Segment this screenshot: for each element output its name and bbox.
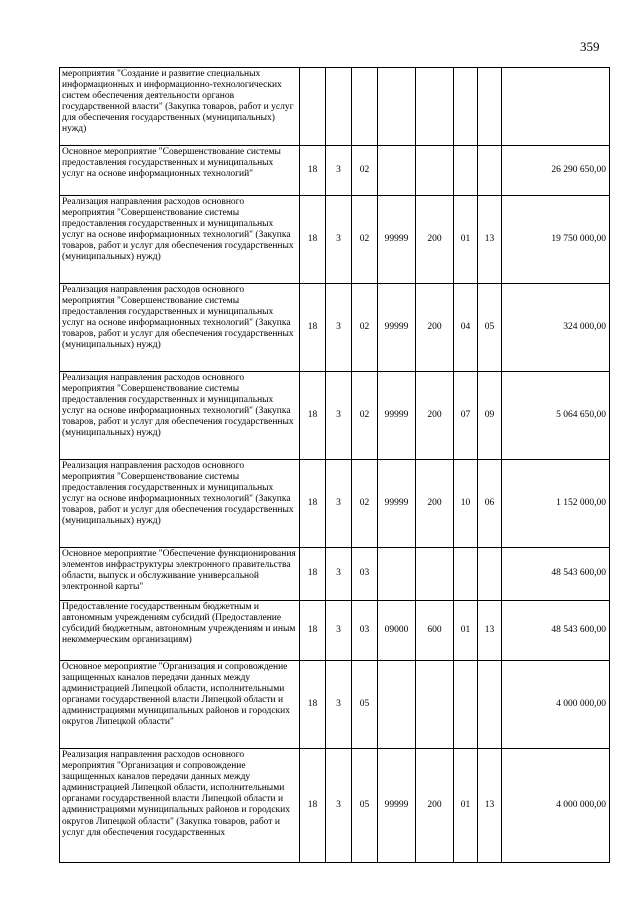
cell-code-3: 02 — [352, 146, 378, 196]
cell-code-5: 600 — [416, 601, 454, 661]
cell-code-4 — [378, 146, 416, 196]
row-description: Основное мероприятие "Совершенствование системы предоставления государственных и муниципальных услуг на основе информационных технологий" — [60, 146, 300, 196]
cell-code-4 — [378, 661, 416, 749]
cell-code-3: 03 — [352, 601, 378, 661]
cell-code-2: 3 — [326, 749, 352, 863]
cell-code-7 — [478, 661, 502, 749]
table-body — [60, 68, 610, 863]
table-row — [60, 196, 610, 284]
row-description: Основное мероприятие "Обеспечение функционирования элементов инфраструктуры электронного правительства области, выпуск и обслуживание универсальной электронной карты" — [60, 548, 300, 601]
cell-code-5: 200 — [416, 196, 454, 284]
cell-code-5: 200 — [416, 284, 454, 372]
row-description: мероприятия "Создание и развитие специальных информационных и информационно-технологических систем обеспечения деятельности органов государственной власти" (Закупка товаров, работ и услуг для обеспечения государственных (муниципальных) нужд) — [60, 68, 300, 146]
cell-code-2: 3 — [326, 196, 352, 284]
cell-code-2: 3 — [326, 661, 352, 749]
cell-code-1: 18 — [300, 196, 326, 284]
cell-code-6 — [454, 68, 478, 146]
cell-code-6: 04 — [454, 284, 478, 372]
table-row — [60, 661, 610, 749]
cell-code-4: 99999 — [378, 284, 416, 372]
cell-code-1: 18 — [300, 284, 326, 372]
row-amount: 19 750 000,00 — [502, 196, 610, 284]
cell-code-5 — [416, 548, 454, 601]
cell-code-2: 3 — [326, 146, 352, 196]
row-description: Основное мероприятие "Организация и сопровождение защищенных каналов передачи данных между администрацией Липецкой области, исполнительными органами государственной власти Липецкой области и администрациями муниципальных районов и городских округов Липецкой области" — [60, 661, 300, 749]
cell-code-3 — [352, 68, 378, 146]
cell-code-1: 18 — [300, 146, 326, 196]
cell-code-3: 05 — [352, 661, 378, 749]
cell-code-4: 09000 — [378, 601, 416, 661]
cell-code-7: 06 — [478, 460, 502, 548]
cell-code-4: 99999 — [378, 196, 416, 284]
cell-code-3: 02 — [352, 460, 378, 548]
row-amount: 324 000,00 — [502, 284, 610, 372]
cell-code-1 — [300, 68, 326, 146]
cell-code-7: 13 — [478, 196, 502, 284]
cell-code-6: 01 — [454, 601, 478, 661]
table-row — [60, 68, 610, 146]
row-description: Предоставление государственным бюджетным и автономным учреждениям субсидий (Предоставление субсидий бюджетным, автономным учреждениям и иным некоммерческим организациям) — [60, 601, 300, 661]
cell-code-3: 02 — [352, 284, 378, 372]
cell-code-5: 200 — [416, 460, 454, 548]
cell-code-7: 05 — [478, 284, 502, 372]
cell-code-7 — [478, 548, 502, 601]
cell-code-2: 3 — [326, 460, 352, 548]
cell-code-1: 18 — [300, 372, 326, 460]
cell-code-2: 3 — [326, 284, 352, 372]
cell-code-7 — [478, 68, 502, 146]
cell-code-7: 13 — [478, 749, 502, 863]
cell-code-6 — [454, 661, 478, 749]
row-amount: 4 000 000,00 — [502, 661, 610, 749]
cell-code-2 — [326, 68, 352, 146]
table-row — [60, 548, 610, 601]
row-description: Реализация направления расходов основного мероприятия "Организация и сопровождение защищенных каналов передачи данных между администрацией Липецкой области, исполнительными органами государственной власти Липецкой области и администрациями муниципальных районов и городских округов Липецкой области" (Закупка товаров, работ и услуг для обеспечения государственных — [60, 749, 300, 863]
table-row — [60, 749, 610, 863]
cell-code-4 — [378, 68, 416, 146]
cell-code-7: 09 — [478, 372, 502, 460]
cell-code-1: 18 — [300, 749, 326, 863]
row-amount: 48 543 600,00 — [502, 548, 610, 601]
cell-code-4: 99999 — [378, 749, 416, 863]
table-row — [60, 601, 610, 661]
cell-code-5: 200 — [416, 372, 454, 460]
cell-code-1: 18 — [300, 460, 326, 548]
cell-code-5 — [416, 661, 454, 749]
cell-code-4: 99999 — [378, 460, 416, 548]
cell-code-6: 01 — [454, 749, 478, 863]
cell-code-2: 3 — [326, 372, 352, 460]
cell-code-1: 18 — [300, 661, 326, 749]
row-amount: 5 064 650,00 — [502, 372, 610, 460]
cell-code-6: 10 — [454, 460, 478, 548]
cell-code-5: 200 — [416, 749, 454, 863]
row-description: Реализация направления расходов основного мероприятия "Совершенствование системы предоставления государственных и муниципальных услуг на основе информационных технологий" (Закупка товаров, работ и услуг для обеспечения государственных (муниципальных) нужд) — [60, 196, 300, 284]
row-amount: 26 290 650,00 — [502, 146, 610, 196]
row-amount: 48 543 600,00 — [502, 601, 610, 661]
cell-code-6: 01 — [454, 196, 478, 284]
row-description: Реализация направления расходов основного мероприятия "Совершенствование системы предоставления государственных и муниципальных услуг на основе информационных технологий" (Закупка товаров, работ и услуг для обеспечения государственных (муниципальных) нужд) — [60, 372, 300, 460]
cell-code-6 — [454, 146, 478, 196]
table-row — [60, 146, 610, 196]
budget-table — [59, 67, 610, 863]
cell-code-7: 13 — [478, 601, 502, 661]
page-number: 359 — [580, 39, 600, 54]
cell-code-3: 02 — [352, 196, 378, 284]
cell-code-3: 05 — [352, 749, 378, 863]
row-description: Реализация направления расходов основного мероприятия "Совершенствование системы предоставления государственных и муниципальных услуг на основе информационных технологий" (Закупка товаров, работ и услуг для обеспечения государственных (муниципальных) нужд) — [60, 284, 300, 372]
cell-code-1: 18 — [300, 548, 326, 601]
row-amount: 4 000 000,00 — [502, 749, 610, 863]
cell-code-1: 18 — [300, 601, 326, 661]
cell-code-6: 07 — [454, 372, 478, 460]
table-row — [60, 284, 610, 372]
cell-code-5 — [416, 68, 454, 146]
row-description: Реализация направления расходов основного мероприятия "Совершенствование системы предоставления государственных и муниципальных услуг на основе информационных технологий" (Закупка товаров, работ и услуг для обеспечения государственных (муниципальных) нужд) — [60, 460, 300, 548]
cell-code-7 — [478, 146, 502, 196]
row-amount: 1 152 000,00 — [502, 460, 610, 548]
cell-code-3: 02 — [352, 372, 378, 460]
cell-code-2: 3 — [326, 601, 352, 661]
cell-code-6 — [454, 548, 478, 601]
table-row — [60, 372, 610, 460]
cell-code-5 — [416, 146, 454, 196]
cell-code-4 — [378, 548, 416, 601]
cell-code-3: 03 — [352, 548, 378, 601]
cell-code-4: 99999 — [378, 372, 416, 460]
table-row — [60, 460, 610, 548]
cell-code-2: 3 — [326, 548, 352, 601]
row-amount — [502, 68, 610, 146]
